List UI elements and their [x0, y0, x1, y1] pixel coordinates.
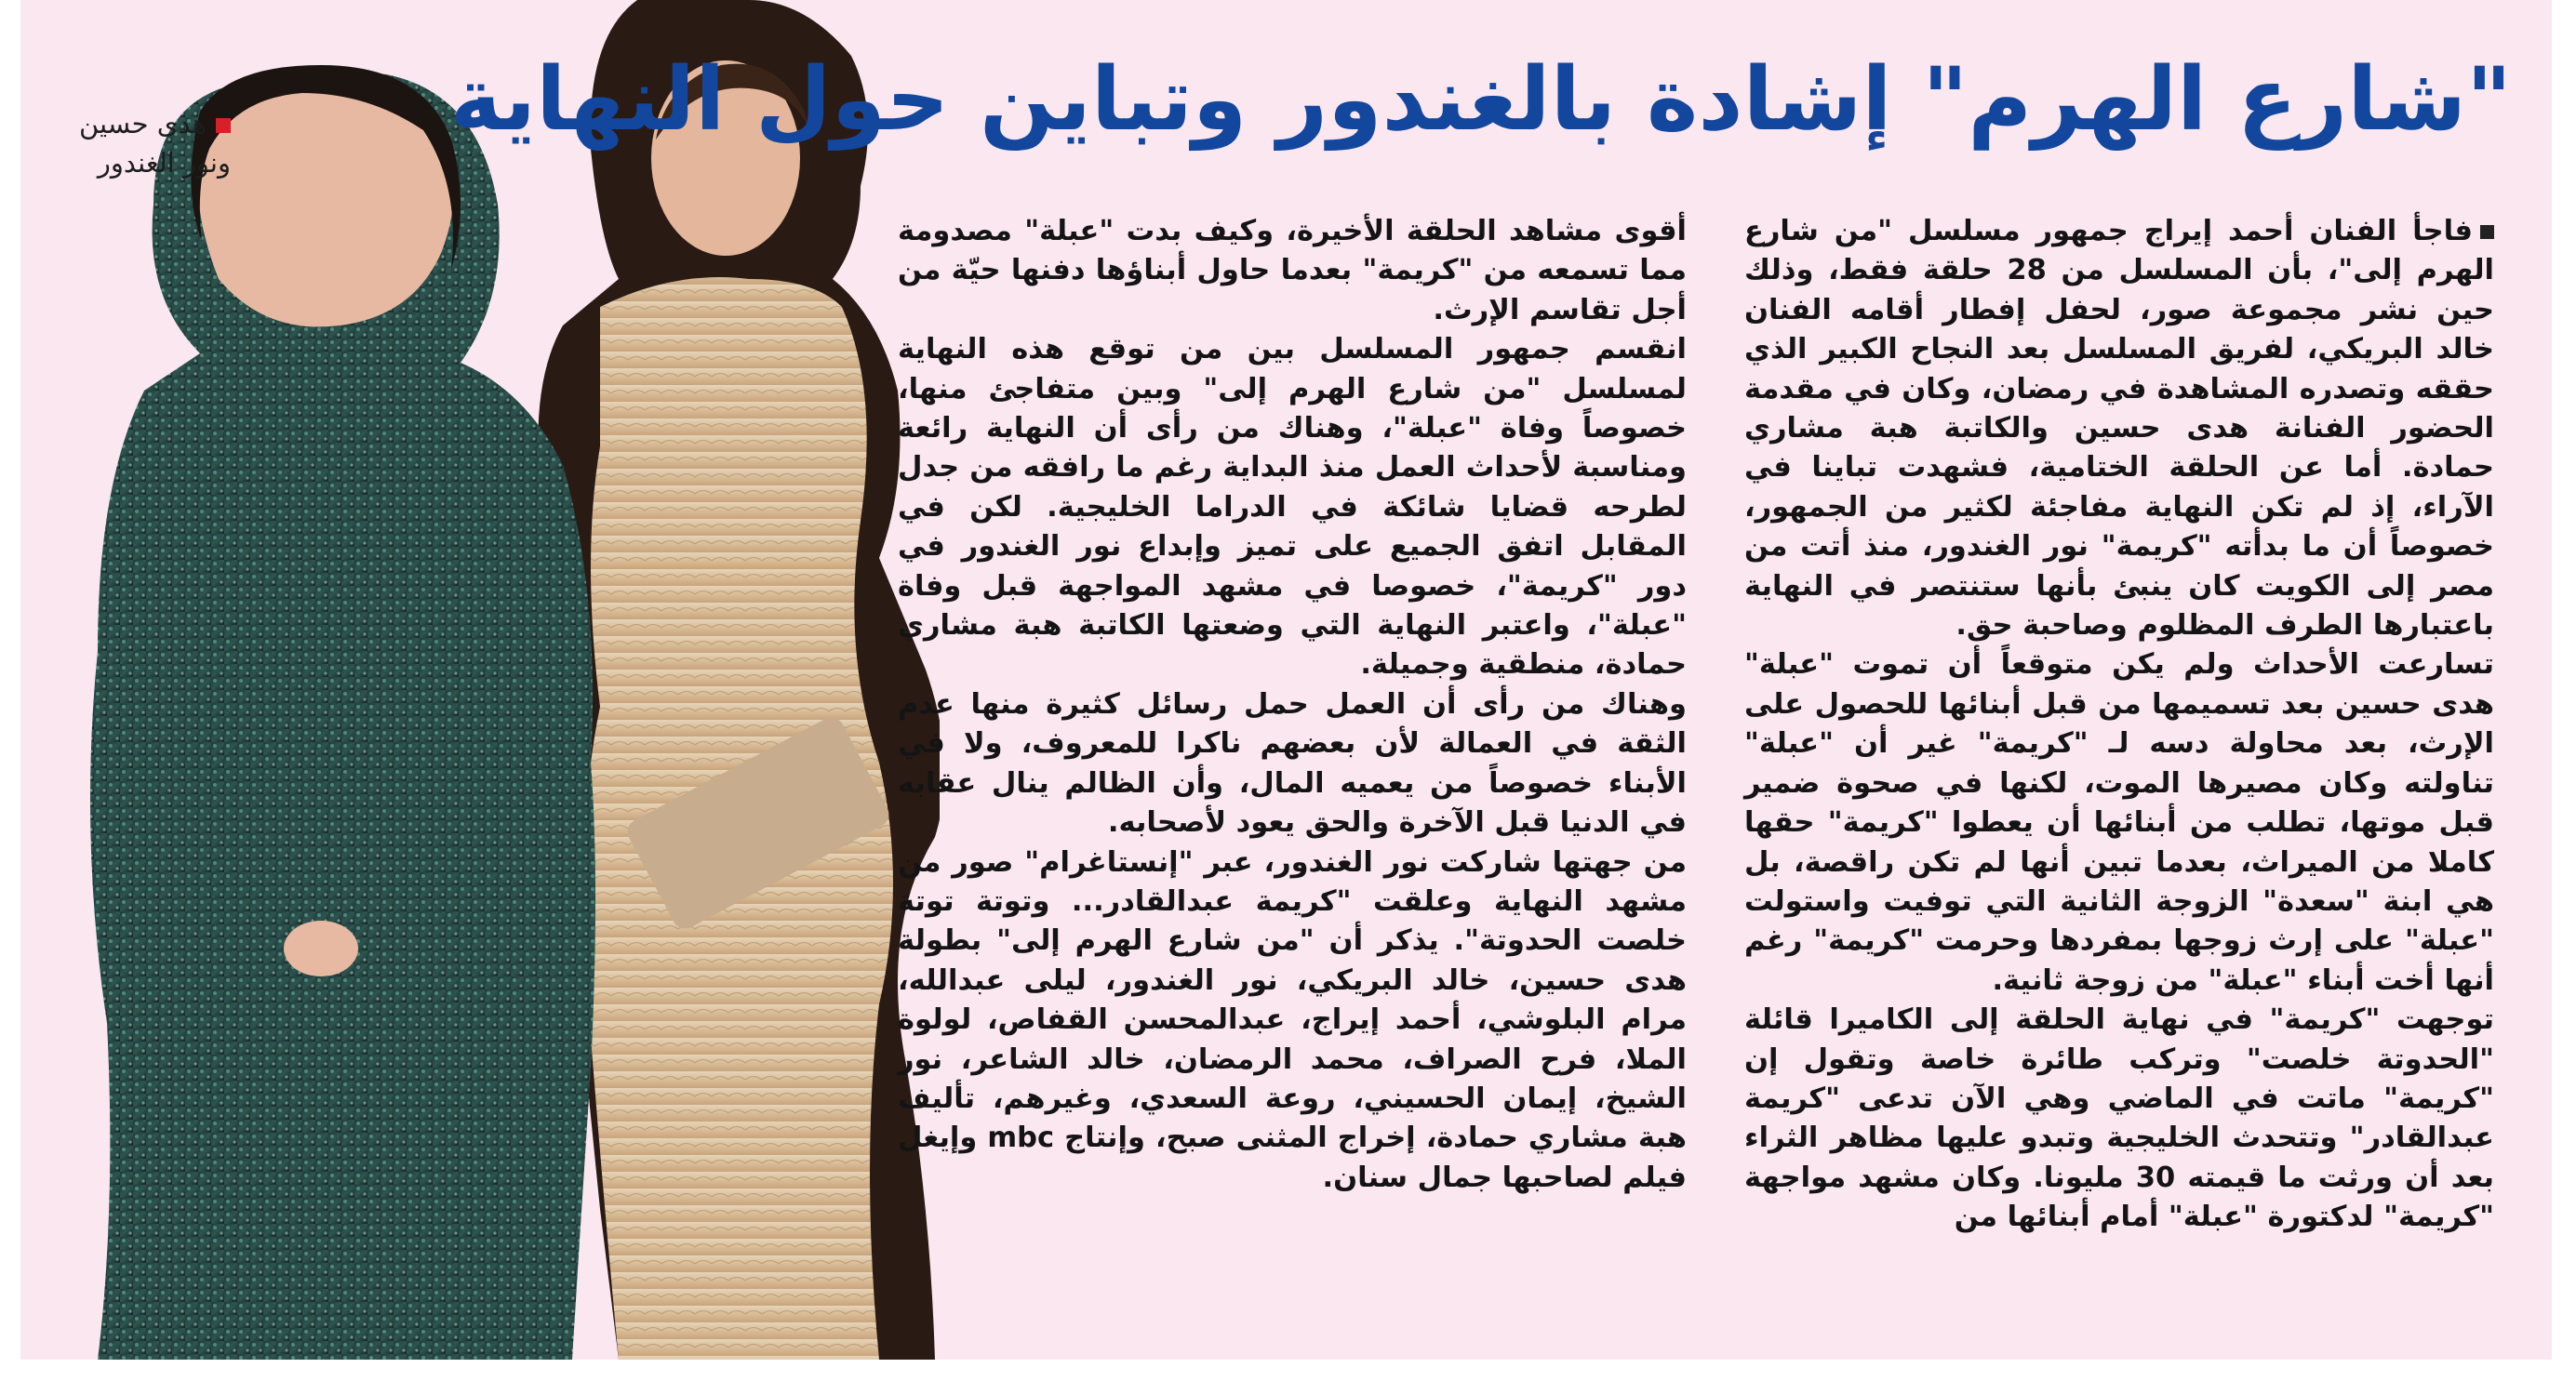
paragraph: انقسم جمهور المسلسل بين من توقع هذه النهاية لمسلسل "من شارع الهرم إلى" وبين متفاجئ منها، خصوصاً وفاة "عبلة"، وهناك من رأى أن النهاية رائعة ومناسبة لأحداث العمل منذ البداية رغم ما رافقه من جدل لطرحه قضايا شائكة في الدراما الخليجية. لكن في المقابل اتفق الجميع على تميز وإبداع نور الغندور في دور "كريمة"، خصوصا في مشهد المواجهة قبل وفاة "عبلة"، واعتبر النهاية التي وضعتها الكاتبة هبة مشاري حمادة، منطقية وجميلة. [898, 333, 1687, 682]
headline: "شارع الهرم" إشادة بالغندور وتباين حول النهاية [449, 49, 2512, 151]
article-photo [42, 0, 940, 1360]
caption-line-1: هدى حسين [78, 108, 207, 139]
paragraph [1744, 212, 2494, 645]
paragraph: وهناك من رأى أن العمل حمل رسائل كثيرة منها عدم الثقة في العمالة لأن بعضهم ناكرا للمعروف، ولا في الأبناء خصوصاً من يعميه المال، وأن الظالم ينال عقابه في الدنيا قبل الآخرة والحق يعود لأصحابه. [898, 687, 1687, 840]
paragraph: تسارعت الأحداث ولم يكن متوقعاً أن تموت "عبلة" هدى حسين بعد تسميمها من قبل أبنائها للحصول على الإرث، بعد محاولة دسه لـ "كريمة" غير أن "عبلة" تناولته وكان مصيرها الموت، لكنها في صحوة ضمير قبل موتها، تطلب من أبنائها أن يعطوا "كريمة" حقها كاملا من الميراث، بعدما تبين أنها لم تكن راقصة، بل هي ابنة "سعدة" الزوجة الثانية التي توفيت واستولت "عبلة" على إرث زوجها بمفردها وحرمت "كريمة" رغم أنها أخت أبناء "عبلة" من زوجة ثانية. [1744, 648, 2494, 997]
photo-caption [35, 104, 231, 182]
caption-line-2: ونور الغندور [97, 147, 231, 179]
article-column-left [898, 212, 1687, 1198]
paragraph-bullet [2480, 225, 2494, 239]
paragraph: من جهتها شاركت نور الغندور، عبر "إنستاغرام" صور من مشهد النهاية وعلقت "كريمة عبدالقادر... وتوتة توتة خلصت الحدوتة". يذكر أن "من شارع الهرم إلى" بطولة هدى حسين، خالد البريكي، نور الغندور، ليلى عبدالله، مرام البلوشي، أحمد إيراج، عبدالمحسن القفاص، لولوة الملا، فرح الصراف، محمد الرمضان، خالد الشاعر، نور الشيخ، إيمان الحسيني، روعة السعدي، وغيرهم، تأليف هبة مشاري حمادة، إخراج المثنى صبح، وإنتاج mbc وإيغل فيلم لصاحبها جمال سنان. [898, 845, 1687, 1194]
paragraph: أقوى مشاهد الحلقة الأخيرة، وكيف بدت "عبلة" مصدومة مما تسمعه من "كريمة" بعدما حاول أبناؤها دفنها حيّة من أجل تقاسم الإرث. [898, 215, 1687, 326]
paragraph: توجهت "كريمة" في نهاية الحلقة إلى الكاميرا قائلة "الحدوتة خلصت" وتركب طائرة خاصة وتقول إن "كريمة" ماتت في الماضي وهي الآن تدعى "كريمة عبدالقادر" وتتحدث الخليجية وتبدو عليها مظاهر الثراء بعد أن ورثت ما قيمته 30 مليونا. وكان مشهد مواجهة "كريمة" لدكتورة "عبلة" أمام أبنائها من [1744, 1003, 2495, 1234]
paragraph-text: فاجأ الفنان أحمد إيراج جمهور مسلسل "من شارع الهرم إلى"، بأن المسلسل من 28 حلقة فقط، وذلك حين نشر مجموعة صور، لحفل إفطار أقامه الفنان خالد البريكي، لفريق المسلسل بعد النجاح الكبير الذي حققه وتصدره المشاهدة في رمضان، وكان في مقدمة الحضور الفنانة هدى حسين والكاتبة هبة مشاري حمادة. أما عن الحلقة الختامية، فشهدت تباينا في الآراء، إذ لم تكن النهاية مفاجئة لكثير من الجمهور، خصوصاً أن ما بدأته "كريمة" نور الغندور، منذ أتت من مصر إلى الكويت كان ينبئ بأنها ستنتصر في النهاية باعتبارها الطرف المظلوم وصاحبة حق. [1744, 215, 2494, 643]
article-column-right [1744, 212, 2494, 1238]
caption-marker [216, 118, 231, 133]
